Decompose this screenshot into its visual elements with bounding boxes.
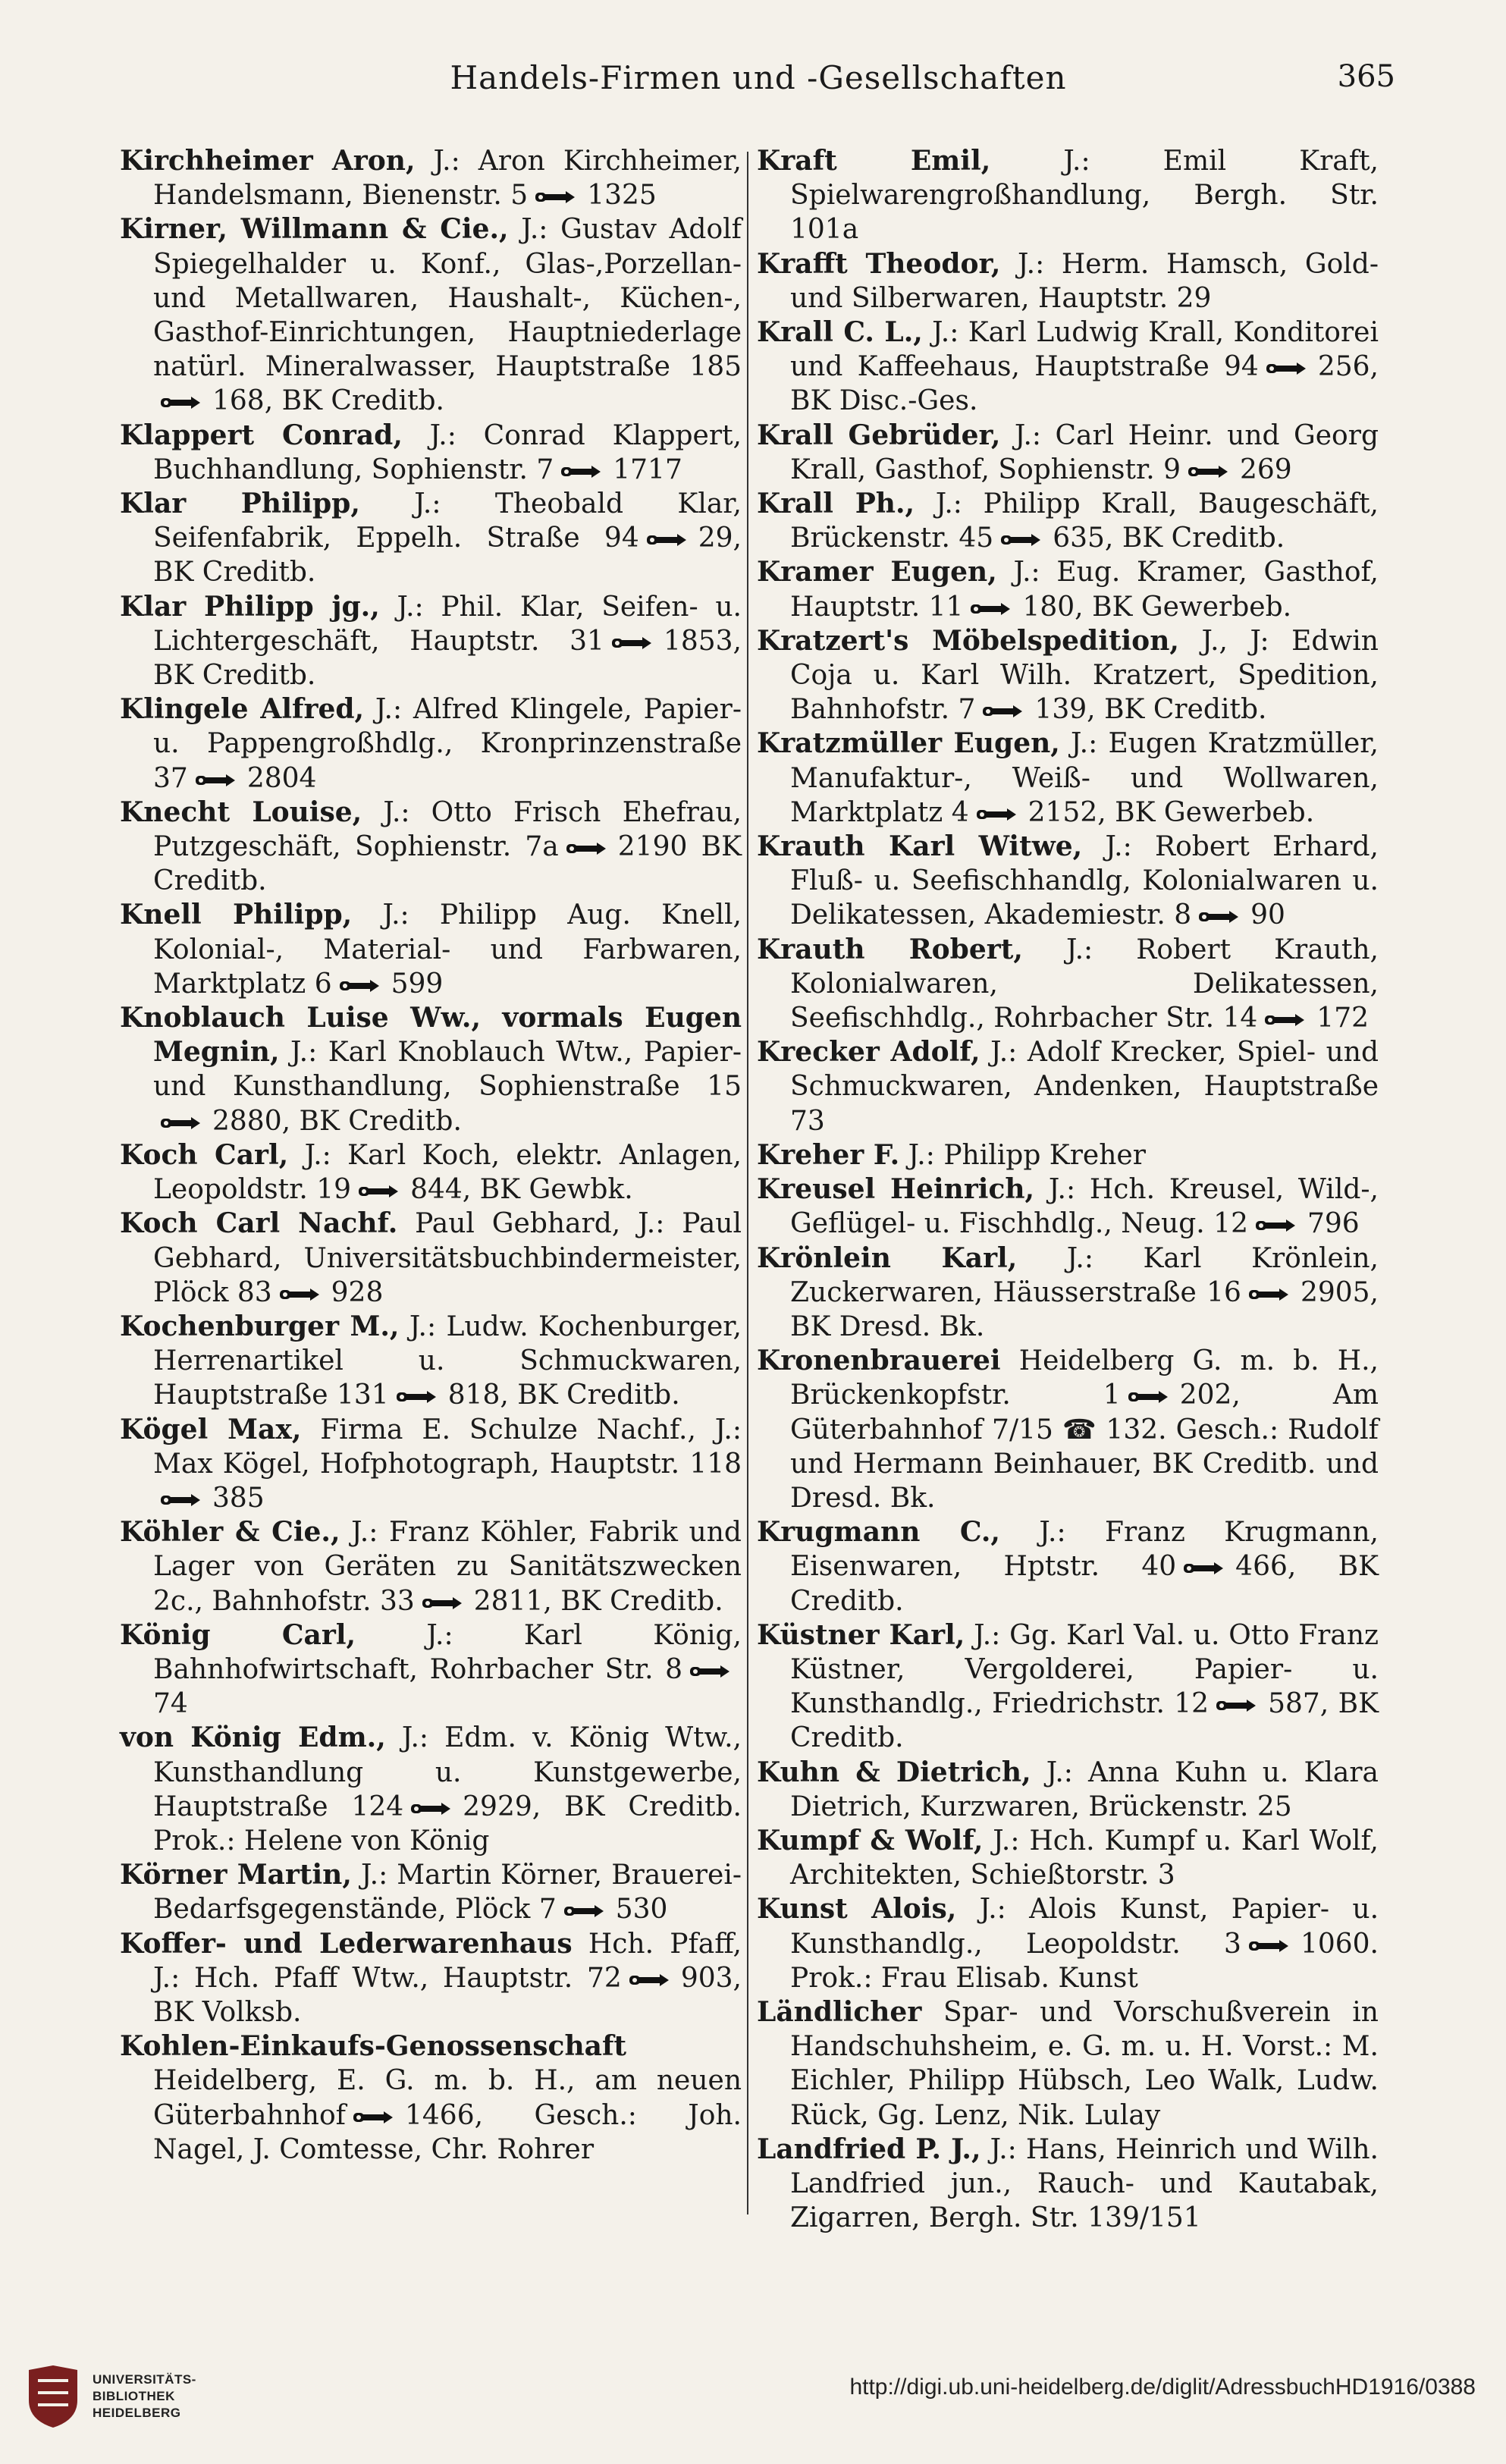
telephone-icon <box>1127 1388 1174 1406</box>
entry-text: J.: Gg. Karl Val. u. Otto Franz Küstner, Vergolderei, Papier- u. Kunsthandlg., Friedrichstr. 12 <box>790 1619 1379 1720</box>
telephone-icon <box>1265 359 1312 378</box>
entry-tail: BK Creditb. <box>790 1688 1379 1754</box>
directory-entry <box>120 1858 742 1926</box>
telephone-icon <box>565 840 612 858</box>
page-number: 365 <box>1337 59 1395 94</box>
directory-entry <box>757 624 1379 727</box>
firm-name: Knecht Louise, <box>120 796 362 828</box>
page-title: Handels-Firmen und -Gesellschaften <box>450 59 1067 96</box>
entry-text: J.: Alfred Klingele, Papier- u. Pappengroßhdlg., Kronprinzenstraße 37 <box>153 694 742 794</box>
firm-name: Körner Martin, <box>120 1859 352 1891</box>
entry-text: J.: Anna Kuhn u. Klara Dietrich, Kurzwaren, Brückenstr. 25 <box>790 1756 1379 1822</box>
entry-text: J.: Karl Koch, elektr. Anlagen, Leopoldstr. 19 <box>153 1139 742 1206</box>
entry-tail: BK Creditb. <box>560 1585 723 1617</box>
entry-text: J.: Adolf Krecker, Spiel- und Schmuckwaren, Andenken, Hauptstraße 73 <box>790 1037 1379 1137</box>
firm-name: Kreusel Heinrich, <box>757 1173 1035 1206</box>
firm-name: Krauth Karl Witwe, <box>757 830 1083 863</box>
entry-text: Heidelberg, E. G. m. b. H., am neuen Güterbahnhof <box>153 2065 742 2131</box>
telephone-icon <box>560 463 607 481</box>
phone-number: 172 <box>1316 1003 1370 1034</box>
directory-entry <box>757 247 1379 315</box>
directory-entry <box>757 555 1379 623</box>
phone-number: 29, <box>698 523 742 554</box>
firm-name: Kirchheimer Aron, <box>120 145 416 177</box>
firm-name: Klar Philipp jg., <box>120 590 380 623</box>
phone-number: 844, <box>410 1174 472 1206</box>
firm-name: von König Edm., <box>120 1722 386 1754</box>
entry-text: J.: Otto Frisch Ehefrau, Putzgeschäft, Sophienstr. 7a <box>153 796 742 863</box>
entry-text: J.: Karl Krönlein, Zuckerwaren, Häusserstraße 16 <box>790 1242 1379 1308</box>
telephone-icon <box>645 531 692 549</box>
phone-number: 202, <box>1179 1380 1241 1411</box>
directory-entry <box>757 1172 1379 1241</box>
entry-tail: BK Dresd. Bk. <box>790 1310 985 1342</box>
entry-text: J.: Herm. Hamsch, Gold- und Silberwaren, Hauptstr. 29 <box>790 248 1379 314</box>
firm-name: Kochenburger M., <box>120 1310 400 1342</box>
entry-text: J.: Phil. Klar, Seifen- u. Lichtergeschäft, Hauptstr. 31 <box>153 591 742 657</box>
entry-text: Paul Gebhard, J.: Paul Gebhard, Universitätsbuchbindermeister, Plöck 83 <box>153 1208 742 1308</box>
phone-number: 180, <box>1022 591 1084 623</box>
directory-entry <box>757 2133 1379 2236</box>
entry-text: J.: Conrad Klappert, Buchhandlung, Sophienstr. 7 <box>153 419 742 485</box>
directory-entry <box>757 1138 1379 1172</box>
entry-tail: BK Gewbk. <box>479 1174 633 1206</box>
firm-name: Kunst Alois, <box>757 1893 957 1926</box>
phone-number: 1325 <box>587 180 657 212</box>
entry-tail: BK Volksb. <box>153 1996 302 2028</box>
entry-text: J.: Eugen Kratzmüller, Manufaktur-, Weiß- und Wollwaren, Marktplatz 4 <box>790 728 1379 828</box>
telephone-icon <box>1215 1697 1262 1715</box>
phone-number: 1717 <box>613 454 682 485</box>
telephone-icon <box>1254 1216 1301 1235</box>
telephone-icon <box>563 1902 610 1920</box>
entry-text: Heidelberg G. m. b. H., Brückenkopfstr. 1 <box>790 1345 1379 1411</box>
phone-number: 2152, <box>1028 796 1106 828</box>
telephone-icon <box>409 1800 457 1818</box>
entry-text: J.: Philipp Kreher <box>908 1139 1146 1171</box>
right-column <box>757 144 1379 2235</box>
phone-number: 530 <box>615 1894 668 1926</box>
directory-entry <box>120 1001 742 1138</box>
directory-entry <box>757 1241 1379 1345</box>
telephone-icon <box>975 805 1022 824</box>
firm-name: Krall C. L., <box>757 316 923 349</box>
firm-name: Kratzmüller Eugen, <box>757 727 1060 760</box>
firm-name: König Carl, <box>120 1618 356 1651</box>
phone-number: 139, <box>1034 694 1096 726</box>
entry-text: J.: Hch. Kreusel, Wild-, Geflügel- u. Fischhdlg., Neug. 12 <box>790 1174 1379 1240</box>
entry-text: J.: Edm. v. König Wtw., Kunsthandlung u. Kunstgewerbe, Hauptstraße 124 <box>153 1722 742 1822</box>
telephone-icon <box>1187 463 1234 481</box>
entry-text: Hch. Pfaff, J.: Hch. Pfaff Wtw., Hauptstr. 72 <box>153 1928 742 1994</box>
phone-number: 385 <box>212 1482 265 1514</box>
telephone-icon <box>534 188 581 206</box>
phone-number: 796 <box>1307 1208 1360 1240</box>
firm-name: Kratzert's Möbelspedition, <box>757 624 1179 657</box>
firm-name: Knell Philipp, <box>120 899 353 931</box>
firm-name: Knoblauch Luise Ww., vormals Eugen Megnin, <box>120 1002 742 1069</box>
phone-number: 2804 <box>246 762 317 794</box>
entry-tail: Gesch.: Joh. Nagel, J. Comtesse, Chr. Rohrer <box>153 2099 742 2165</box>
entry-text: J.: Franz Köhler, Fabrik und Lager von Geräten zu Sanitätszwecken 2c., Bahnhofstr. 33 <box>153 1517 742 1617</box>
entry-text: J., J: Edwin Coja u. Karl Wilh. Kratzert, Spedition, Bahnhofstr. 7 <box>790 625 1379 726</box>
firm-name: Kramer Eugen, <box>757 556 997 589</box>
directory-entry <box>757 1035 1379 1138</box>
phone-number: 74 <box>153 1688 188 1720</box>
source-url-link[interactable]: http://digi.ub.uni-heidelberg.de/diglit/AdressbuchHD1916/0388 <box>849 2375 1476 2400</box>
phone-number: 2190 <box>617 831 688 863</box>
entry-text: J.: Theobald Klar, Seifenfabrik, Eppelh. Straße 94 <box>153 488 742 554</box>
entry-text: Firma E. Schulze Nachf., J.: Max Kögel, Hofphotograph, Hauptstr. 118 <box>153 1414 742 1480</box>
directory-entry <box>757 1515 1379 1618</box>
firm-name: Koffer- und Lederwarenhaus <box>120 1927 573 1960</box>
phone-number: 903, <box>680 1962 742 1994</box>
firm-name: Krall Ph., <box>757 488 915 520</box>
phone-number: 2905, <box>1300 1276 1379 1308</box>
directory-entry <box>120 1207 742 1310</box>
directory-entry <box>120 1138 742 1207</box>
firm-name: Kohlen-Einkaufs-Genossenschaft <box>120 2030 627 2063</box>
entry-tail: BK Creditb. Prok.: Helene von König <box>153 1791 742 1857</box>
firm-name: Klar Philipp, <box>120 488 360 520</box>
telephone-icon <box>395 1388 442 1406</box>
telephone-icon <box>357 1182 404 1201</box>
entry-tail: BK Creditb. <box>517 1380 680 1411</box>
entry-tail: BK Creditb. <box>153 831 742 897</box>
firm-name: Kreher F. <box>757 1138 900 1171</box>
entry-text: Spar- und Vorschußverein in Handschuhsheim, e. G. m. u. H. Vorst.: M. Eichler, Philipp Hübsch, Leo Walk, Ludw. Rück, Gg. Lenz, Nik. Lulay <box>790 1996 1379 2131</box>
firm-name: Landfried P. J., <box>757 2133 981 2165</box>
directory-entry <box>120 212 742 418</box>
directory-entry <box>120 1515 742 1618</box>
directory-entry <box>757 727 1379 830</box>
entry-text: J.: Gustav Adolf Spiegelhalder u. Konf., Glas-,Porzellan- und Metallwaren, Haushalt-, Küchen-, Gasthof-Einrichtungen, Hauptniederlage natürl. Mineralwasser, Hauptstraße 185 <box>153 214 742 383</box>
telephone-icon <box>338 977 385 995</box>
firm-name: Ländlicher <box>757 1995 922 2028</box>
firm-name: Kögel Max, <box>120 1413 302 1445</box>
entry-tail: BK Creditb. <box>281 385 444 417</box>
logo-line-1: UNIVERSITÄTS- <box>93 2372 196 2387</box>
entry-text: J.: Philipp Aug. Knell, Kolonial-, Material- und Farbwaren, Marktplatz 6 <box>153 899 742 1000</box>
firm-name: Kuhn & Dietrich, <box>757 1756 1031 1788</box>
phone-number: 269 <box>1240 454 1292 485</box>
phone-number: 2929, <box>463 1791 541 1822</box>
directory-entry <box>757 144 1379 247</box>
phone-number: 1466, <box>405 2099 484 2131</box>
entry-text: J.: Robert Krauth, Kolonialwaren, Delikatessen, Seefischhdlg., Rohrbacher Str. 14 <box>790 934 1379 1034</box>
directory-entry <box>120 898 742 1001</box>
telephone-icon <box>278 1285 325 1304</box>
library-emblem-icon <box>23 2362 83 2431</box>
telephone-icon <box>159 394 206 412</box>
telephone-icon <box>159 1491 206 1509</box>
phone-number: 2880, <box>212 1105 291 1137</box>
entry-tail: BK Gewerbeb. <box>1092 591 1292 623</box>
left-column <box>120 144 742 2167</box>
directory-entry <box>757 1618 1379 1756</box>
library-logo <box>23 2362 235 2438</box>
firm-name: Krauth Robert, <box>757 933 1023 965</box>
telephone-icon <box>194 771 241 789</box>
page-header <box>121 59 1395 120</box>
phone-number: 928 <box>331 1276 384 1308</box>
telephone-icon <box>969 600 1016 618</box>
directory-entry <box>120 590 742 693</box>
telephone-icon <box>689 1662 736 1681</box>
firm-name: Krall Gebrüder, <box>757 419 1001 451</box>
entry-tail: BK Creditb. <box>299 1105 462 1137</box>
firm-name: Krafft Theodor, <box>757 247 1001 280</box>
phone-number: 256, <box>1317 351 1379 383</box>
phone-number: 2811, <box>473 1585 552 1617</box>
phone-number: 635, <box>1053 523 1114 554</box>
phone-number: 599 <box>391 968 444 1000</box>
telephone-icon <box>1263 1011 1310 1029</box>
footer <box>0 2347 1506 2464</box>
phone-number: 587, <box>1268 1688 1329 1720</box>
entry-text: J.: Ludw. Kochenburger, Herrenartikel u. Schmuckwaren, Hauptstraße 131 <box>153 1310 742 1411</box>
entry-text: J.: Karl Ludwig Krall, Konditorei und Kaffeehaus, Hauptstraße 94 <box>790 317 1379 383</box>
entry-text: J.: Aron Kirchheimer, Handelsmann, Bienenstr. 5 <box>153 146 742 212</box>
firm-name: Kraft Emil, <box>757 145 991 177</box>
firm-name: Krecker Adolf, <box>757 1036 980 1069</box>
directory-entry <box>120 419 742 487</box>
directory-entry <box>120 692 742 796</box>
entry-text: J.: Philipp Krall, Baugeschäft, Brückenstr. 45 <box>790 488 1379 554</box>
entry-text: J.: Karl Knoblauch Wtw., Papier- und Kunsthandlung, Sophienstraße 15 <box>153 1037 742 1103</box>
entry-text: J.: Martin Körner, Brauerei-Bedarfsgegenstände, Plöck 7 <box>153 1860 742 1926</box>
directory-entry <box>120 1413 742 1516</box>
directory-entry <box>120 1310 742 1413</box>
telephone-icon <box>352 2108 399 2127</box>
phone-number: 818, <box>447 1380 509 1411</box>
firm-name: Küstner Karl, <box>757 1618 965 1651</box>
entry-tail: BK Disc.-Ges. <box>790 385 978 417</box>
firm-name: Krugmann C., <box>757 1516 1000 1549</box>
telephone-icon <box>159 1114 206 1132</box>
telephone-icon <box>421 1594 468 1612</box>
directory-entry <box>757 1892 1379 1995</box>
directory-entry <box>120 144 742 212</box>
column-divider <box>747 152 748 2214</box>
firm-name: Kumpf & Wolf, <box>757 1824 984 1857</box>
entry-text: J.: Alois Kunst, Papier- u. Kunsthandlg., Leopoldstr. 3 <box>790 1894 1379 1960</box>
entry-text: J.: Hch. Kumpf u. Karl Wolf, Architekten, Schießtorstr. 3 <box>790 1825 1379 1891</box>
entry-tail: BK Creditb. <box>1122 523 1285 554</box>
entry-tail: BK Gewerbeb. <box>1115 796 1315 828</box>
entry-text: J.: Eug. Kramer, Gasthof, Hauptstr. 11 <box>790 557 1379 623</box>
telephone-icon <box>1247 1937 1294 1955</box>
entry-text: J.: Hans, Heinrich und Wilh. Landfried jun., Rauch- und Kautabak, Zigarren, Bergh. Str. 139/151 <box>790 2133 1379 2234</box>
firm-name: Koch Carl Nachf. <box>120 1207 398 1240</box>
firm-name: Köhler & Cie., <box>120 1516 340 1549</box>
directory-entry <box>757 1344 1379 1515</box>
telephone-icon <box>981 702 1028 720</box>
directory-entry <box>757 1995 1379 2133</box>
logo-line-2: BIBLIOTHEK <box>93 2389 175 2403</box>
firm-name: Klingele Alfred, <box>120 693 365 726</box>
directory-entry <box>757 933 1379 1036</box>
entry-text: J.: Emil Kraft, Spielwarengroßhandlung, Bergh. Str. 101a <box>790 146 1379 246</box>
directory-entry <box>120 1927 742 2030</box>
firm-name: Kirner, Willmann & Cie., <box>120 213 509 246</box>
entry-tail: BK Creditb. <box>1104 694 1267 726</box>
telephone-icon <box>1182 1559 1229 1577</box>
phone-number: 168, <box>212 385 274 417</box>
telephone-icon <box>999 531 1046 549</box>
firm-name: Koch Carl, <box>120 1138 289 1171</box>
directory-entry <box>757 1824 1379 1892</box>
entry-text: J.: Carl Heinr. und Georg Krall, Gasthof, Sophienstr. 9 <box>790 419 1379 485</box>
phone-number: 90 <box>1250 899 1285 931</box>
directory-entry <box>757 1756 1379 1824</box>
directory-entry <box>757 315 1379 419</box>
directory-entry <box>757 487 1379 555</box>
directory-entry <box>120 1721 742 1858</box>
entry-tail: BK Creditb. <box>153 660 316 692</box>
phone-number: 1060. <box>1300 1928 1379 1960</box>
directory-entry <box>120 1618 742 1722</box>
directory-entry <box>120 796 742 899</box>
entry-tail: BK Creditb. <box>153 557 316 589</box>
firm-name: Kronenbrauerei <box>757 1345 1001 1377</box>
directory-entry <box>120 2029 742 2167</box>
entry-text: J.: Karl König, Bahnhofwirtschaft, Rohrbacher Str. 8 <box>153 1619 742 1685</box>
entry-text: J.: Franz Krugmann, Eisenwaren, Hptstr. 40 <box>790 1517 1379 1583</box>
directory-entry <box>120 487 742 590</box>
phone-number: 1853, <box>663 625 742 657</box>
firm-name: Krönlein Karl, <box>757 1241 1018 1274</box>
entry-tail: BK Creditb. <box>790 1551 1379 1617</box>
phone-number: 466, <box>1235 1551 1297 1583</box>
telephone-icon <box>1197 908 1244 926</box>
logo-line-3: HEIDELBERG <box>93 2406 181 2420</box>
directory-entry <box>757 830 1379 933</box>
telephone-icon <box>610 634 657 652</box>
logo-text <box>93 2371 196 2422</box>
telephone-icon <box>1247 1285 1294 1304</box>
firm-name: Klappert Conrad, <box>120 419 403 451</box>
entry-tail: Prok.: Frau Elisab. Kunst <box>790 1962 1138 1994</box>
entry-tail: Am Güterbahnhof 7/15 ☎ 132. Gesch.: Rudolf und Hermann Beinhauer, BK Creditb. und Dresd. Bk. <box>790 1380 1379 1514</box>
telephone-icon <box>628 1971 675 1989</box>
directory-entry <box>757 419 1379 487</box>
entry-text: J.: Robert Erhard, Fluß- u. Seefischhandlg, Kolonialwaren u. Delikatessen, Akademiestr. 8 <box>790 831 1379 931</box>
